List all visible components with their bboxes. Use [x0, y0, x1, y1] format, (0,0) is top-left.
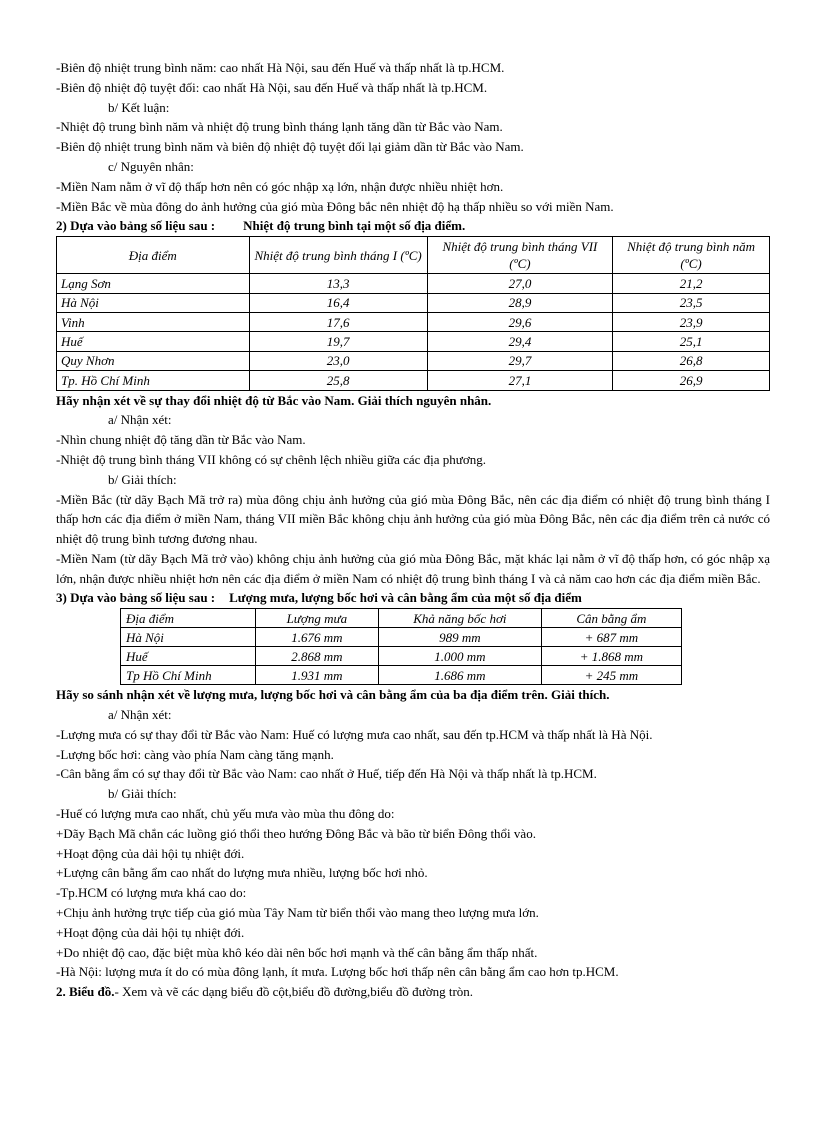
- table-cell: 25,8: [249, 371, 427, 390]
- section-2: [56, 982, 770, 1002]
- rainfall-table: [120, 608, 682, 685]
- table-cell: 2.868 mm: [255, 647, 378, 666]
- table-cell: 989 mm: [379, 628, 542, 647]
- subheading-remark: a/ Nhận xét:: [108, 707, 172, 723]
- subheading-remark: a/ Nhận xét:: [108, 412, 172, 428]
- table-row: [57, 293, 770, 312]
- table-cell: Lạng Sơn: [57, 274, 250, 293]
- table-row: [57, 351, 770, 370]
- question-2-table-title: Nhiệt độ trung bình tại một số địa điểm.: [243, 218, 466, 234]
- table-header: Lượng mưa: [255, 609, 378, 628]
- table-row: [121, 628, 682, 647]
- table-row: [57, 371, 770, 390]
- question-3-label: 3) Dựa vào bảng số liệu sau :: [56, 590, 216, 606]
- table-header: Nhiệt độ trung bình năm (ºC): [613, 237, 770, 274]
- table-cell: 27,0: [427, 274, 612, 293]
- table-row: [57, 332, 770, 351]
- table-header: Nhiệt độ trung bình tháng I (ºC): [249, 237, 427, 274]
- table-cell: 29,6: [427, 312, 612, 331]
- table-cell: + 1.868 mm: [541, 647, 681, 666]
- table-cell: + 687 mm: [541, 628, 681, 647]
- table-cell: 29,7: [427, 351, 612, 370]
- text-line: -Biên độ nhiệt độ tuyệt đối: cao nhất Hà Nội, sau đến Huế và thấp nhất là tp.HCM.: [56, 79, 488, 95]
- table-cell: 1.686 mm: [379, 666, 542, 685]
- text-line: -Biên độ nhiệt trung bình năm và biên độ nhiệt độ tuyệt đối lại giảm dần từ Bắc vào Nam.: [56, 139, 524, 155]
- paragraph: -Miền Bắc (từ dãy Bạch Mã trở ra) mùa đông chịu ảnh hưởng của gió mùa Đông Bắc, nên các địa điểm có nhiệt độ trung bình tháng I thấp hơn các địa điểm ở miền Nam, tháng VII miền Bắc không chịu ảnh hưởng của gió mùa Đông Bắc, nên các địa điểm trên cả nước có nhiệt độ trung bình tương đương nhau.: [56, 491, 770, 547]
- table-cell: 28,9: [427, 293, 612, 312]
- question-2-task: Hãy nhận xét về sự thay đổi nhiệt độ từ Bắc vào Nam. Giải thích nguyên nhân.: [56, 392, 492, 408]
- table-header: Khả năng bốc hơi: [379, 609, 542, 628]
- table-cell: Huế: [57, 332, 250, 351]
- table-row: [57, 274, 770, 293]
- text-line: -Nhìn chung nhiệt độ tăng dần từ Bắc vào Nam.: [56, 432, 306, 448]
- subheading-explanation: b/ Giải thích:: [108, 471, 177, 487]
- table-cell: 23,0: [249, 351, 427, 370]
- table-header: Cân bằng ẩm: [541, 609, 681, 628]
- question-3-task: Hãy so sánh nhận xét về lượng mưa, lượng bốc hơi và cân bằng ẩm của ba địa điểm trên. Giải thích.: [56, 687, 610, 703]
- table-cell: 26,8: [613, 351, 770, 370]
- table-cell: 21,2: [613, 274, 770, 293]
- text-line: -Nhiệt độ trung bình năm và nhiệt độ trung bình tháng lạnh tăng dần từ Bắc vào Nam.: [56, 119, 503, 135]
- table-header: Địa điểm: [121, 609, 256, 628]
- text-line: +Dãy Bạch Mã chắn các luồng gió thổi theo hướng Đông Bắc và bão từ biển Đông thổi vào.: [56, 825, 536, 841]
- table-cell: 25,1: [613, 332, 770, 351]
- table-cell: + 245 mm: [541, 666, 681, 685]
- table-cell: Tp Hồ Chí Minh: [121, 666, 256, 685]
- table-row: [57, 312, 770, 331]
- table-cell: 26,9: [613, 371, 770, 390]
- table-header-row: [57, 237, 770, 274]
- question-2-heading: [56, 216, 770, 236]
- table-cell: 23,5: [613, 293, 770, 312]
- table-cell: 1.000 mm: [379, 647, 542, 666]
- text-line: -Huế có lượng mưa cao nhất, chủ yếu mưa vào mùa thu đông do:: [56, 806, 395, 822]
- paragraph: -Miền Nam (từ dãy Bạch Mã trở vào) không chịu ảnh hưởng của gió mùa Đông Bắc, mặt khác lại nằm ở vĩ độ thấp hơn, có góc nhập xạ lớn, nhận được nhiều nhiệt hơn nên các địa điểm ở miền Nam có nhiệt độ trung bình tháng I và cả năm cao hơn các địa điểm miền Bắc.: [56, 550, 770, 586]
- table-cell: 29,4: [427, 332, 612, 351]
- section-2-label: 2. Biểu đồ.: [56, 984, 115, 1000]
- text-line: -Tp.HCM có lượng mưa khá cao do:: [56, 885, 247, 901]
- table-cell: Huế: [121, 647, 256, 666]
- table-cell: 19,7: [249, 332, 427, 351]
- table-header: Địa điểm: [57, 237, 250, 274]
- table-cell: 23,9: [613, 312, 770, 331]
- subheading-cause: c/ Nguyên nhân:: [108, 158, 194, 174]
- table-cell: Quy Nhơn: [57, 351, 250, 370]
- text-line: +Hoạt động của dải hội tụ nhiệt đới.: [56, 924, 245, 940]
- table-row: [121, 666, 682, 685]
- text-line: +Chịu ảnh hưởng trực tiếp của gió mùa Tây Nam từ biển thổi vào mang theo lượng mưa lớn.: [56, 905, 539, 921]
- table-row: [121, 647, 682, 666]
- question-2-label: 2) Dựa vào bảng số liệu sau :: [56, 218, 216, 234]
- table-cell: 16,4: [249, 293, 427, 312]
- table-cell: Hà Nội: [57, 293, 250, 312]
- table-cell: Tp. Hồ Chí Minh: [57, 371, 250, 390]
- text-line: +Lượng cân bằng ẩm cao nhất do lượng mưa nhiều, lượng bốc hơi nhỏ.: [56, 865, 428, 881]
- table-header: Nhiệt độ trung bình tháng VII (ºC): [427, 237, 612, 274]
- text-line: -Miền Nam nằm ở vĩ độ thấp hơn nên có góc nhập xạ lớn, nhận được nhiều nhiệt hơn.: [56, 178, 504, 194]
- text-line: -Hà Nội: lượng mưa ít do có mùa đông lạnh, ít mưa. Lượng bốc hơi thấp nên cân bằng ẩm cao hơn tp.HCM.: [56, 964, 619, 980]
- table-cell: 1.931 mm: [255, 666, 378, 685]
- question-3-table-title: Lượng mưa, lượng bốc hơi và cân bằng ẩm của một số địa điểm: [229, 590, 582, 606]
- table-cell: Vinh: [57, 312, 250, 331]
- table-cell: 17,6: [249, 312, 427, 331]
- subheading-conclusion: b/ Kết luận:: [108, 99, 170, 115]
- text-line: -Nhiệt độ trung bình tháng VII không có sự chênh lệch nhiều giữa các địa phương.: [56, 451, 486, 467]
- text-line: +Do nhiệt độ cao, đặc biệt mùa khô kéo dài nên bốc hơi mạnh và thế cân bằng ẩm thấp nhất.: [56, 944, 538, 960]
- subheading-explanation: b/ Giải thích:: [108, 786, 177, 802]
- text-line: +Hoạt động của dải hội tụ nhiệt đới.: [56, 845, 245, 861]
- document-page: [56, 58, 770, 1002]
- temperature-table: [56, 236, 770, 390]
- text-line: -Biên độ nhiệt trung bình năm: cao nhất Hà Nội, sau đến Huế và thấp nhất là tp.HCM.: [56, 60, 505, 75]
- text-line: -Cân bằng ẩm có sự thay đổi từ Bắc vào Nam: cao nhất ở Huế, tiếp đến Hà Nội và thấp nhất là tp.HCM.: [56, 766, 597, 782]
- question-3-heading: [56, 588, 770, 608]
- text-line: -Miền Bắc về mùa đông do ảnh hưởng của gió mùa Đông bắc nên nhiệt độ hạ thấp nhiều so với miền Nam.: [56, 198, 614, 214]
- table-cell: 13,3: [249, 274, 427, 293]
- section-2-text: - Xem và vẽ các dạng biểu đồ cột,biểu đồ đường,biểu đồ đường tròn.: [114, 984, 474, 1000]
- table-cell: Hà Nội: [121, 628, 256, 647]
- table-cell: 27,1: [427, 371, 612, 390]
- table-cell: 1.676 mm: [255, 628, 378, 647]
- text-line: -Lượng bốc hơi: càng vào phía Nam càng tăng mạnh.: [56, 746, 334, 762]
- paragraph: -Lượng mưa có sự thay đổi từ Bắc vào Nam: Huế có lượng mưa cao nhất, sau đến tp.HCM và thấp nhất là Hà Nội.: [56, 726, 653, 742]
- table-header-row: [121, 609, 682, 628]
